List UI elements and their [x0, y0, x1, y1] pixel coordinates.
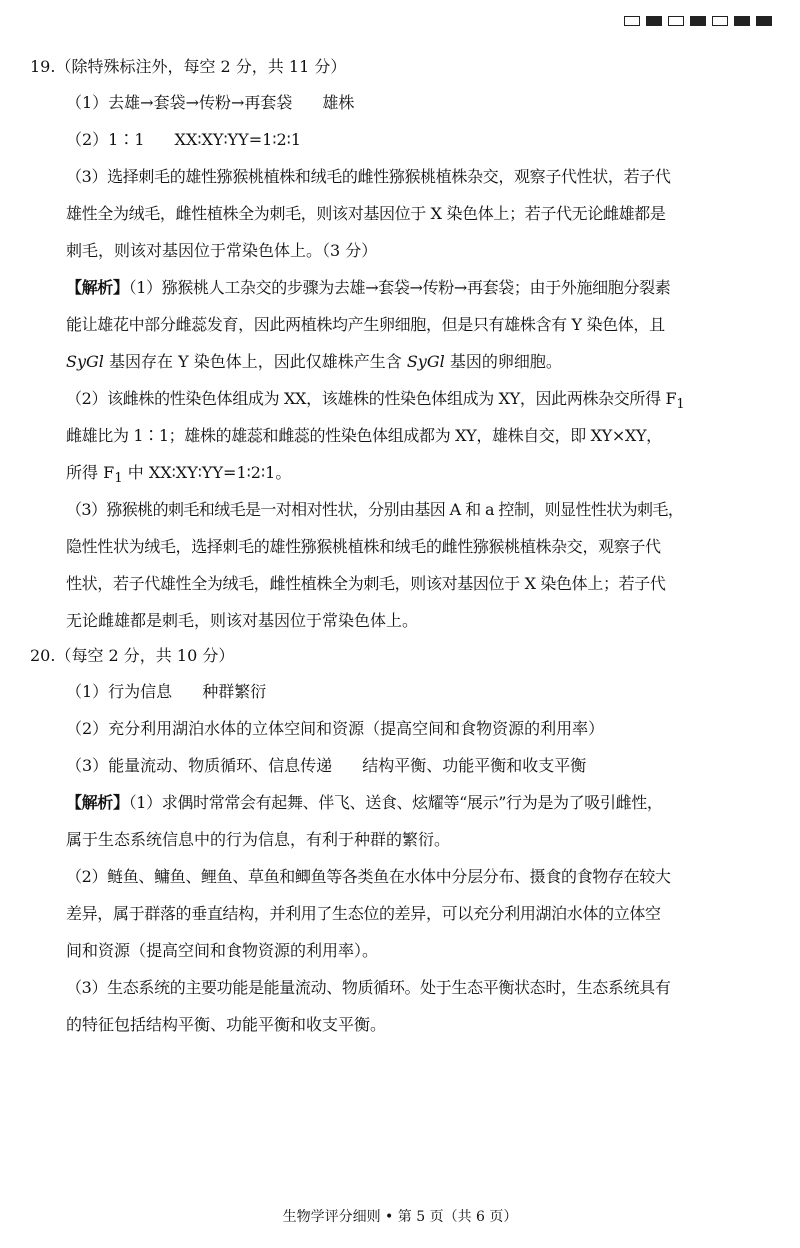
q19-answer-1	[30, 84, 778, 121]
q20-explanation-3-line2: 的特征包括结构平衡、功能平衡和收支平衡。	[66, 1015, 387, 1034]
page-footer: 生物学评分细则 • 第 5 页（共 6 页）	[282, 1209, 518, 1225]
q19-explanation-2-line2: 雌雄比为 1∶1；雄株的雄蕊和雌蕊的性染色体组成都为 XY，雄株自交，即 XY×XY，	[66, 426, 662, 445]
answer-text: 结构平衡、功能平衡和收支平衡	[362, 756, 587, 775]
gene-name: SyGl	[406, 352, 445, 371]
explanation-text: 基因的卵细胞。	[444, 352, 562, 371]
q19-explanation-3-line2: 隐性性状为绒毛，选择刺毛的雄性猕猴桃植株和绒毛的雌性猕猴桃植株杂交，观察子代	[66, 537, 661, 556]
answer-text: （1）去雄→套袋→传粉→再套袋	[66, 93, 293, 112]
q20-explanation-2-line3: 间和资源（提高空间和食物资源的利用率）。	[66, 941, 379, 960]
q19-explanation-3-line4: 无论雌雄都是刺毛，则该对基因位于常染色体上。	[66, 611, 419, 630]
q20-explanation-2-line2: 差异，属于群落的垂直结构，并利用了生态位的差异，可以充分利用湖泊水体的立体空	[66, 904, 661, 923]
q20-answer-1	[30, 673, 778, 710]
answer-text: XX∶XY∶YY=1∶2∶1	[174, 130, 302, 149]
q19-explanation-1-line1	[30, 269, 778, 306]
empty-square-mark	[668, 16, 684, 26]
answer-text: （2）1∶1	[66, 130, 145, 149]
q20-answer-2: （2）充分利用湖泊水体的立体空间和资源（提高空间和食物资源的利用率）	[66, 719, 605, 738]
q20-explanation-1-line2: 属于生态系统信息中的行为信息，有利于种群的繁衍。	[66, 830, 451, 849]
explanation-label: 【解析】	[66, 278, 129, 297]
header-marks	[624, 16, 772, 26]
q19-answer-3-line3: 刺毛，则该对基因位于常染色体上。（3 分）	[66, 241, 378, 260]
explanation-text: （1）猕猴桃人工杂交的步骤为去雄→套袋→传粉→再套袋；由于外施细胞分裂素	[128, 278, 671, 297]
filled-square-mark	[756, 16, 772, 26]
q19-answer-3-line2: 雄性全为绒毛，雌性植株全为刺毛，则该对基因位于 X 染色体上；若子代无论雌雄都是	[66, 204, 666, 223]
q20-explanation-2-line1: （2）鲢鱼、鳙鱼、鲤鱼、草鱼和鲫鱼等各类鱼在水体中分层分布、摄食的食物存在较大	[66, 867, 671, 886]
filled-square-mark	[646, 16, 662, 26]
filled-square-mark	[690, 16, 706, 26]
q19-answer-2	[30, 121, 778, 158]
q20-answer-3	[30, 747, 778, 784]
q19-explanation-3-line3: 性状，若子代雄性全为绒毛，雌性植株全为刺毛，则该对基因位于 X 染色体上；若子代	[66, 574, 666, 593]
empty-square-mark	[624, 16, 640, 26]
q19-answer-3-line1: （3）选择刺毛的雄性猕猴桃植株和绒毛的雌性猕猴桃植株杂交，观察子代性状，若子代	[66, 167, 671, 186]
explanation-text: 所得 F	[66, 463, 115, 482]
q20-explanation-1-line1	[30, 784, 778, 821]
explanation-text: （1）求偶时常常会有起舞、伴飞、送食、炫耀等“展示”行为是为了吸引雌性，	[128, 793, 663, 812]
q19-explanation-3-line1: （3）猕猴桃的刺毛和绒毛是一对相对性状，分别由基因 A 和 a 控制，则显性性状为刺毛，	[66, 500, 684, 519]
answer-content	[30, 50, 778, 1043]
subscript: 1	[114, 471, 123, 487]
q19-explanation-2-line1	[30, 380, 778, 417]
explanation-label: 【解析】	[66, 793, 129, 812]
q19-explanation-2-line3	[30, 454, 778, 491]
q19-explanation-1-line2: 能让雄花中部分雌蕊发育，因此两植株均产生卵细胞，但是只有雄株含有 Y 染色体，且	[66, 315, 665, 334]
answer-text: （1）行为信息	[66, 682, 173, 701]
explanation-text: 中 XX∶XY∶YY=1∶2∶1。	[122, 463, 292, 482]
explanation-text: （2）该雌株的性染色体组成为 XX，该雄株的性染色体组成为 XY，因此两株杂交所得 F	[66, 389, 677, 408]
q19-explanation-1-line3	[30, 343, 778, 380]
subscript: 1	[676, 397, 685, 413]
q20-explanation-3-line1: （3）生态系统的主要功能是能量流动、物质循环。处于生态平衡状态时，生态系统具有	[66, 978, 671, 997]
q20-heading: 20.（每空 2 分，共 10 分）	[30, 646, 235, 665]
q19-heading: 19.（除特殊标注外，每空 2 分，共 11 分）	[30, 57, 347, 76]
answer-text: 种群繁衍	[202, 682, 267, 701]
filled-square-mark	[734, 16, 750, 26]
answer-text: 雄株	[322, 93, 355, 112]
empty-square-mark	[712, 16, 728, 26]
answer-text: （3）能量流动、物质循环、信息传递	[66, 756, 333, 775]
explanation-text: 基因存在 Y 染色体上，因此仅雄株产生含	[103, 352, 407, 371]
gene-name: SyGl	[66, 352, 104, 371]
